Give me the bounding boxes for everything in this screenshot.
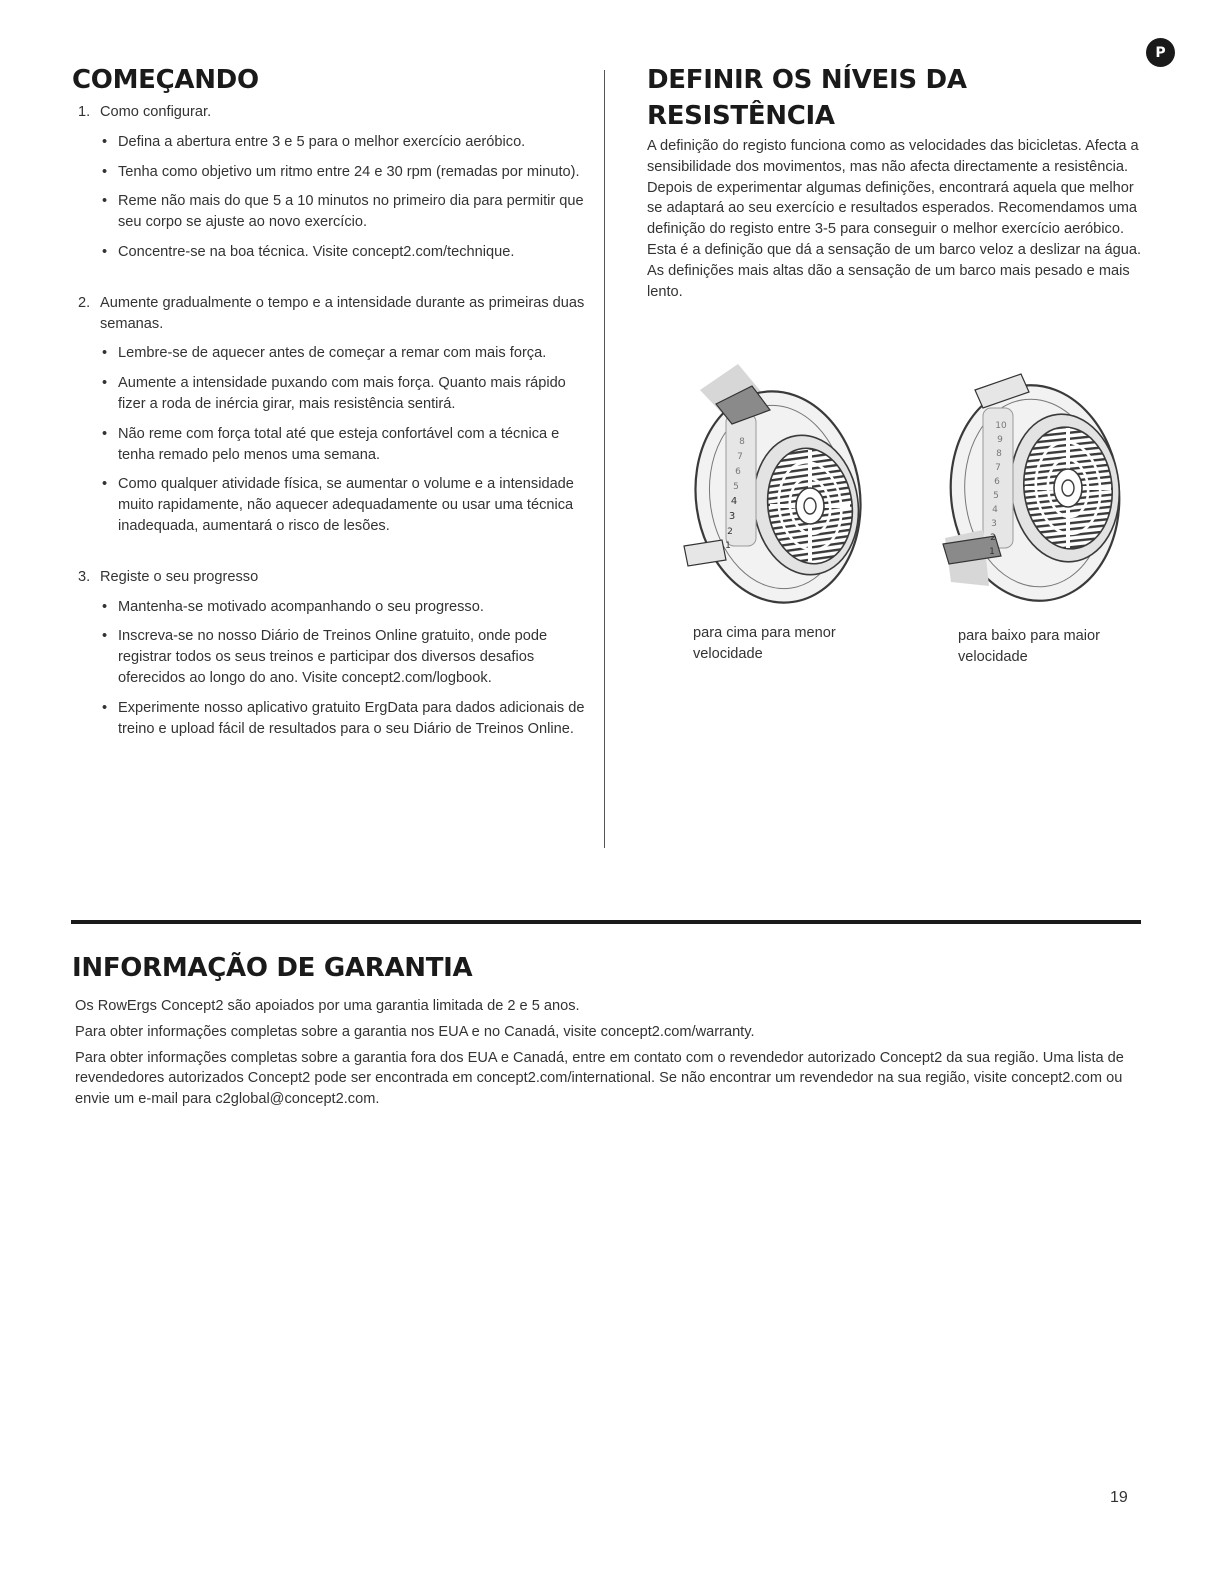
resistance-title: DEFINIR OS NÍVEIS DA RESISTÊNCIA (647, 65, 967, 131)
getting-started-section (72, 62, 592, 748)
step-number: 2. (78, 294, 91, 311)
bullet-item: • Reme não mais do que 5 a 10 minutos no primeiro dia para permitir que seu corpo se ajuste ao novo exercício. (100, 191, 592, 233)
page-number: 19 (1110, 1489, 1128, 1506)
scale-label: 5 (993, 491, 999, 501)
bullet-list (100, 343, 592, 536)
column-divider (604, 70, 605, 848)
bullet-item: • Aumente a intensidade puxando com mais força. Quanto mais rápido fizer a roda de inércia girar, mais resistência sentirá. (100, 373, 592, 415)
bullet-item: • Inscreva-se no nosso Diário de Treinos Online gratuito, onde pode registrar todos os seus treinos e participar dos diversos desafios oferecidos ao longo do ano. Visite concept2.com/logbook. (100, 626, 592, 688)
warranty-section (72, 950, 1132, 1115)
bullet-item: • Como qualquer atividade física, se aumentar o volume e a intensidade muito rapidamente, não aquecer adequadamente ou usar uma técnica inadequada, aumentará o risco de lesões. (100, 474, 592, 536)
scale-label: 3 (991, 519, 997, 529)
bullet-item: • Experimente nosso aplicativo gratuito ErgData para dados adicionais de treino e upload fácil de resultados para o seu Diário de Treinos Online. (100, 698, 592, 740)
warranty-paragraph: Para obter informações completas sobre a garantia fora dos EUA e Canadá, entre em contato com o revendedor autorizado Concept2 da sua região. Uma lista de revendedores autorizados Concept2 pode ser encontrada em concept2.com/international. Se não encontrar um revendedor na sua região, visite concept2.com ou envie um e-mail para c2global@concept2.com. (75, 1049, 1124, 1108)
step-text: Como configurar. (100, 104, 212, 120)
scale-label: 1 (989, 547, 995, 557)
scale-label: 8 (996, 449, 1002, 459)
scale-label: 3 (728, 511, 736, 522)
bullet-item: • Tenha como objetivo um ritmo entre 24 e 30 rpm (remadas por minuto). (100, 162, 592, 183)
step-text: Registe o seu progresso (100, 568, 259, 585)
resistance-section (647, 62, 1147, 302)
resistance-paragraph: A definição do registo funciona como as velocidades das bicicletas. Afecta a sensibilidade dos movimentos, mas não afecta directamente a resistência. Depois de experimentar algumas definições, encontrará aquela que melhor se adaptará ao seu exercício e resultados esperados. Recomendamos uma definição do registo entre 3-5 para conseguir o melhor exercício aeróbico. Esta é a definição que dá a sensação de um barco veloz a deslizar na água. As definições mais altas dão a sensação de um barco mais pesado e mais lento. (647, 138, 1142, 300)
step-2 (72, 293, 592, 537)
warranty-title: INFORMAÇÃO DE GARANTIA (72, 953, 473, 983)
scale-label: 2 (727, 527, 733, 537)
scale-label: 1 (725, 541, 731, 551)
steps-list (72, 102, 592, 739)
damper-up-caption: para cima para menor velocidade (693, 625, 836, 662)
bullet-item: • Lembre-se de aquecer antes de começar a remar com mais força. (100, 343, 592, 364)
bullet-item: • Mantenha-se motivado acompanhando o seu progresso. (100, 597, 592, 618)
scale-label: 7 (737, 452, 743, 462)
warranty-paragraph: Os RowErgs Concept2 são apoiados por uma garantia limitada de 2 e 5 anos. (75, 998, 580, 1014)
bullet-list (100, 597, 592, 740)
scale-label: 2 (990, 533, 996, 543)
step-3 (72, 567, 592, 740)
section-divider (71, 920, 1141, 924)
scale-label: 6 (735, 467, 741, 477)
scale-label: 4 (730, 496, 738, 507)
scale-label: 8 (739, 437, 745, 447)
damper-down-caption: para baixo para maior velocidade (958, 628, 1100, 665)
step-number: 1. (78, 104, 91, 120)
bullet-item: • Concentre-se na boa técnica. Visite concept2.com/technique. (100, 242, 592, 263)
scale-label: 7 (995, 463, 1001, 473)
damper-down-illustration (925, 360, 1140, 610)
getting-started-title: COMEÇANDO (72, 65, 259, 95)
step-text: Aumente gradualmente o tempo e a intensidade durante as primeiras duas semanas. (100, 294, 585, 332)
bullet-list (100, 132, 592, 263)
step-number: 3. (78, 568, 91, 585)
scale-label: 10 (995, 421, 1007, 431)
scale-label: 6 (994, 477, 1000, 487)
warranty-paragraph: Para obter informações completas sobre a garantia nos EUA e no Canadá, visite concept2.com/warranty. (75, 1023, 755, 1040)
step-1 (72, 102, 592, 263)
language-badge: P (1146, 38, 1175, 67)
bullet-item: • Defina a abertura entre 3 e 5 para o melhor exercício aeróbico. (100, 132, 592, 153)
scale-label: 4 (992, 505, 998, 515)
scale-label: 5 (733, 482, 739, 492)
bullet-item: • Não reme com força total até que esteja confortável com a técnica e tenha remado pelo menos uma semana. (100, 424, 592, 466)
damper-up-illustration (660, 360, 875, 610)
scale-label: 9 (997, 435, 1003, 445)
